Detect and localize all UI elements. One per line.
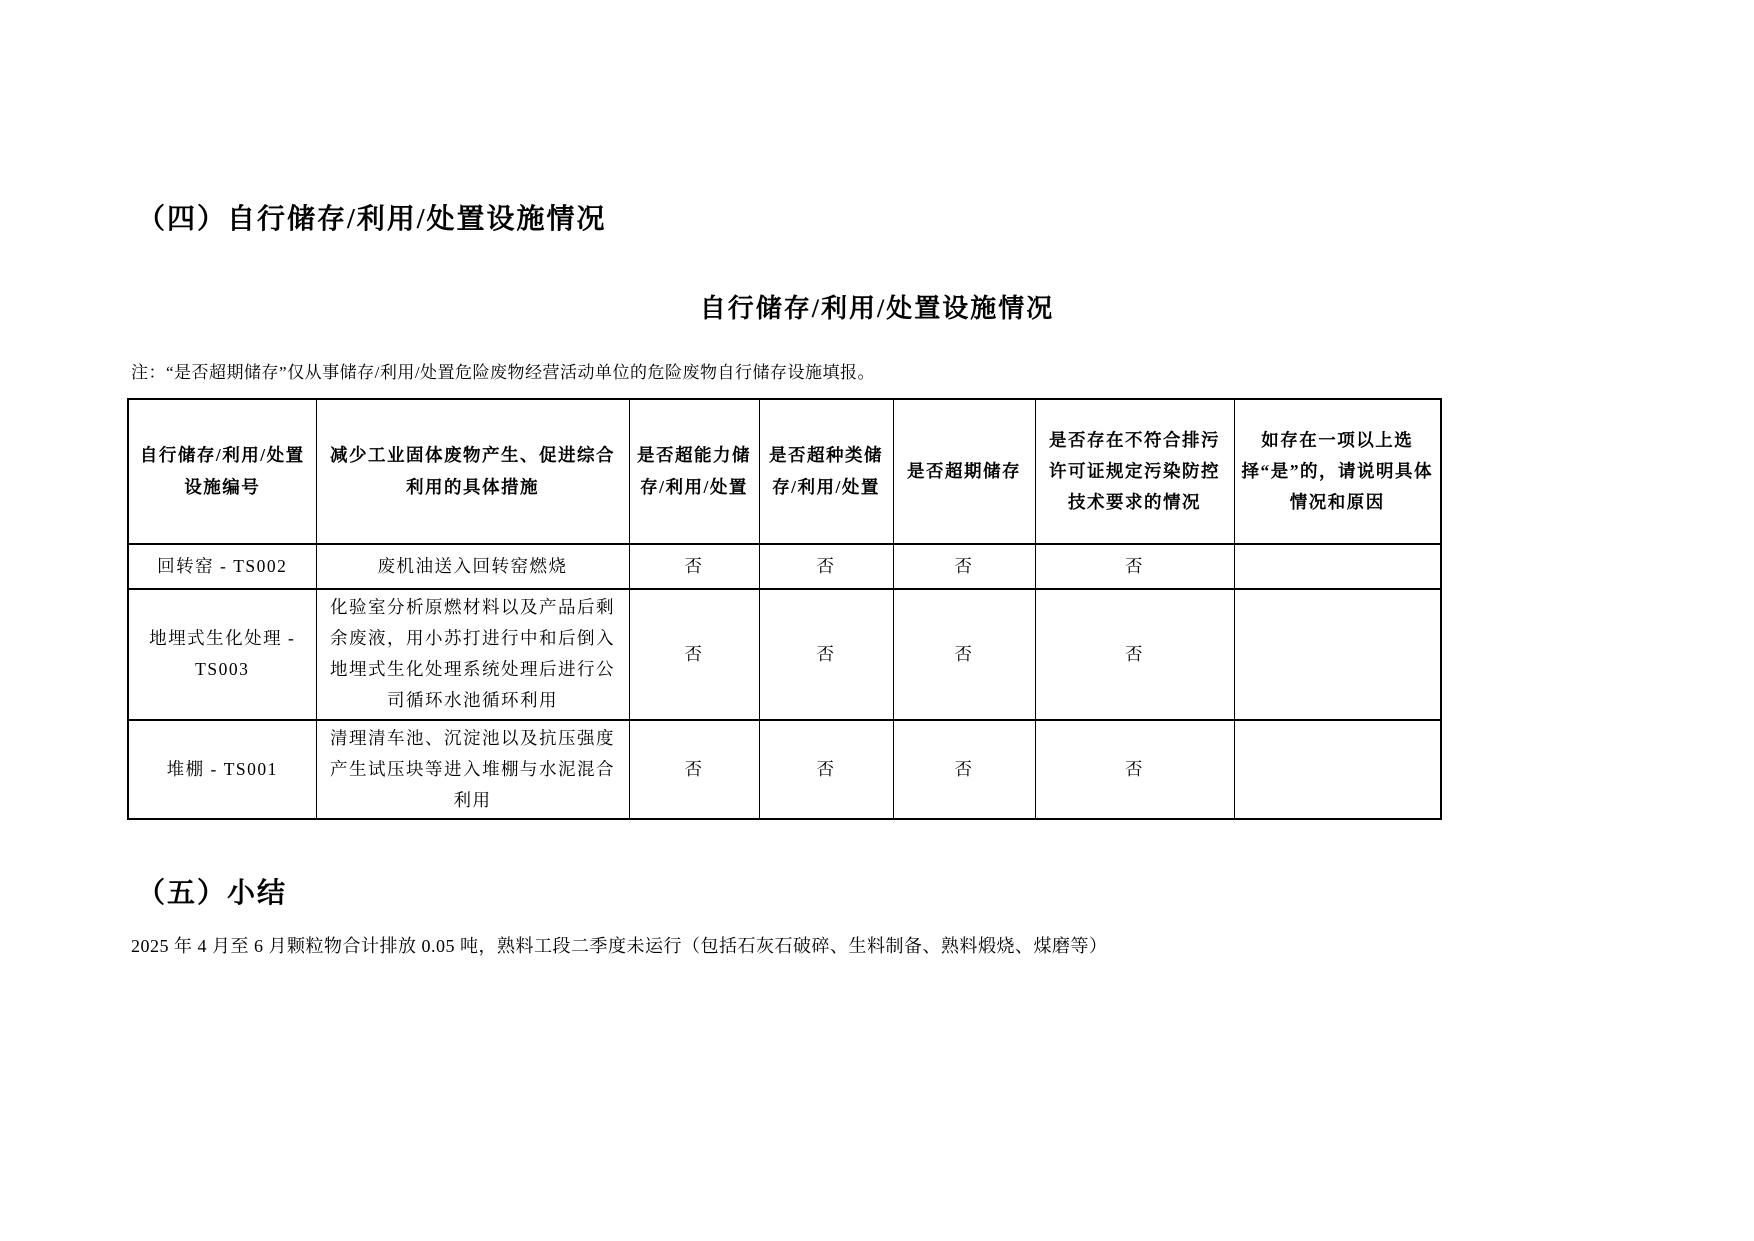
header-explanation: 如存在一项以上选择“是”的，请说明具体情况和原因 (1234, 399, 1441, 544)
table-note: 注：“是否超期储存”仅从事储存/利用/处置危险废物经营活动单位的危险废物自行储存设施填报。 (131, 363, 876, 382)
cell-measures: 化验室分析原燃材料以及产品后剩余废液，用小苏打进行中和后倒入地埋式生化处理系统处理后进行公司循环水池循环利用 (316, 589, 629, 720)
cell-over-type: 否 (759, 720, 893, 819)
cell-over-period: 否 (893, 544, 1035, 589)
header-measures: 减少工业固体废物产生、促进综合利用的具体措施 (316, 399, 629, 544)
cell-over-capacity: 否 (629, 720, 759, 819)
table-header-row (128, 399, 1441, 544)
cell-facility-id: 地埋式生化处理 - TS003 (128, 589, 316, 720)
cell-over-period: 否 (893, 720, 1035, 819)
header-facility-id: 自行储存/利用/处置设施编号 (128, 399, 316, 544)
cell-noncompliance: 否 (1035, 589, 1234, 720)
cell-over-type: 否 (759, 544, 893, 589)
header-over-type: 是否超种类储存/利用/处置 (759, 399, 893, 544)
table-title: 自行储存/利用/处置设施情况 (699, 294, 1055, 323)
header-noncompliance: 是否存在不符合排污许可证规定污染防控技术要求的情况 (1035, 399, 1234, 544)
header-over-period: 是否超期储存 (893, 399, 1035, 544)
facility-table (127, 398, 1442, 820)
table-row-ts003 (128, 589, 1441, 720)
cell-over-capacity: 否 (629, 589, 759, 720)
table-row-ts002 (128, 544, 1441, 589)
cell-explanation (1234, 720, 1441, 819)
summary-paragraph: 2025 年 4 月至 6 月颗粒物合计排放 0.05 吨，熟料工段二季度未运行（包括石灰石破碎、生料制备、熟料煅烧、煤磨等） (131, 936, 1108, 956)
cell-over-type: 否 (759, 589, 893, 720)
cell-facility-id: 堆棚 - TS001 (128, 720, 316, 819)
cell-noncompliance: 否 (1035, 720, 1234, 819)
table-row-ts001 (128, 720, 1441, 819)
cell-measures: 废机油送入回转窑燃烧 (316, 544, 629, 589)
section4-heading: （四）自行储存/利用/处置设施情况 (137, 204, 607, 236)
cell-measures: 清理清车池、沉淀池以及抗压强度产生试压块等进入堆棚与水泥混合利用 (316, 720, 629, 819)
cell-explanation (1234, 589, 1441, 720)
section5-heading: （五）小结 (137, 878, 288, 910)
cell-explanation (1234, 544, 1441, 589)
cell-facility-id: 回转窑 - TS002 (128, 544, 316, 589)
header-over-capacity: 是否超能力储存/利用/处置 (629, 399, 759, 544)
cell-over-capacity: 否 (629, 544, 759, 589)
cell-noncompliance: 否 (1035, 544, 1234, 589)
cell-over-period: 否 (893, 589, 1035, 720)
